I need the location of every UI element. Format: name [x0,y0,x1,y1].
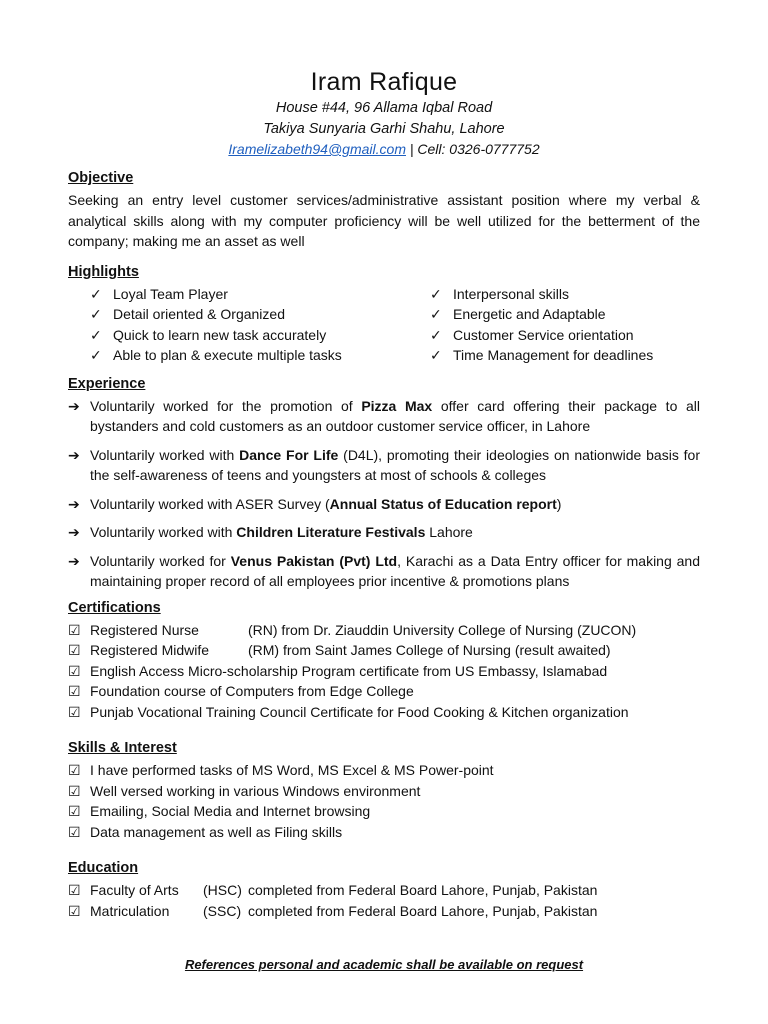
checkbox-icon: ☑ [68,882,81,898]
objective-heading: Objective [68,170,134,186]
experience-text: Voluntarily worked with Children Literature Festivals Lahore [90,524,473,540]
check-icon: ✓ [90,347,102,363]
checkbox-icon: ☑ [68,642,81,658]
experience-item [68,445,700,486]
checkbox-icon: ☑ [68,823,81,840]
certification-item [68,620,700,641]
experience-text: Voluntarily worked with ASER Survey (Annual Status of Education report) [90,495,562,512]
experience-list [68,396,700,592]
highlight-text: Customer Service orientation [453,326,634,343]
checkbox-icon: ☑ [68,683,81,699]
cell-number: Cell: 0326-0777752 [417,141,540,157]
checkbox-icon: ☑ [68,902,81,919]
skill-text: Data management as well as Filing skills [90,823,343,840]
highlight-text: Detail oriented & Organized [113,306,285,322]
references-note: References personal and academic shall be available on request [184,957,584,972]
check-icon: ✓ [430,285,442,302]
education-code: (SSC) [203,902,242,919]
arrow-right-icon: ➔ [68,495,80,512]
address-line-2: Takiya Sunyaria Garhi Shahu, Lahore [263,120,505,137]
skills-list [68,760,700,842]
certifications-heading: Certifications [68,599,161,616]
arrow-right-icon: ➔ [68,446,80,463]
experience-text: Voluntarily worked for Venus Pakistan (Pvt) Ltd, Karachi as a Data Entry officer for making and maintaining proper record of all employees prior incentive & promotions plans [90,552,700,589]
education-heading: Education [68,860,139,876]
certification-detail: English Access Micro-scholarship Program certificate from US Embassy, Islamabad [90,662,608,679]
highlight-item [90,304,430,325]
skill-item [68,760,700,781]
skill-text: Well versed working in various Windows environment [90,782,421,799]
highlights-right-column [430,284,720,366]
experience-item [68,551,700,592]
arrow-right-icon: ➔ [68,524,80,540]
certification-name: Registered Midwife [90,642,210,658]
highlight-item [90,345,430,366]
education-name: Faculty of Arts [90,882,179,898]
checkbox-icon: ☑ [68,803,81,819]
highlight-item [430,284,720,305]
contact-line [0,139,768,159]
checkbox-icon: ☑ [68,621,81,638]
certification-detail: (RN) from Dr. Ziauddin University College of Nursing (ZUCON) [248,621,637,638]
certification-name: Registered Nurse [90,621,199,638]
skill-item [68,781,700,802]
certification-detail: Foundation course of Computers from Edge College [90,683,414,699]
education-code: (HSC) [203,882,242,898]
experience-item [68,522,700,543]
experience-text: Voluntarily worked with Dance For Life (D4L), promoting their ideologies on nationwide basis for the self-awareness of teens and youngsters at most of schools & colleges [90,446,700,483]
checkbox-icon: ☑ [68,782,81,799]
check-icon: ✓ [90,306,102,322]
check-icon: ✓ [430,326,442,343]
education-detail: completed from Federal Board Lahore, Punjab, Pakistan [248,902,598,919]
certification-item [68,681,700,702]
email-link[interactable]: Iramelizabeth94@gmail.com [228,141,406,157]
certification-item [68,702,700,723]
check-icon: ✓ [90,326,102,343]
highlights-heading: Highlights [68,263,139,280]
objective-text: Seeking an entry level customer services/administrative assistant position where my verbal & analytical skills along with my computer proficiency will be well utilized for the betterment of the company; making me an asset as well [68,192,700,249]
education-item [68,901,700,922]
experience-item [68,494,700,515]
highlights-left-column [90,284,430,366]
certification-item [68,661,700,682]
highlight-item [90,284,430,305]
arrow-right-icon: ➔ [68,552,80,569]
skill-text: Emailing, Social Media and Internet browsing [90,803,371,819]
highlights-list [68,284,700,366]
education-item [68,880,700,901]
check-icon: ✓ [90,285,102,302]
highlight-text: Energetic and Adaptable [453,306,606,322]
highlight-text: Able to plan & execute multiple tasks [113,347,342,363]
arrow-right-icon: ➔ [68,397,80,414]
certifications-list [68,620,700,723]
check-icon: ✓ [430,306,442,322]
skill-text: I have performed tasks of MS Word, MS Excel & MS Power-point [90,762,494,778]
highlight-text: Interpersonal skills [453,285,569,302]
education-detail: completed from Federal Board Lahore, Punjab, Pakistan [248,882,598,898]
skill-item [68,801,700,822]
education-name: Matriculation [90,902,170,919]
highlight-text: Loyal Team Player [113,285,228,302]
education-list [68,880,700,921]
highlight-item [430,304,720,325]
certification-detail: Punjab Vocational Training Council Certificate for Food Cooking & Kitchen organization [90,703,629,720]
experience-item [68,396,700,437]
resume-body [68,168,700,921]
address-line-1: House #44, 96 Allama Iqbal Road [275,100,493,116]
checkbox-icon: ☑ [68,662,81,679]
candidate-name: Iram Rafique [310,68,458,96]
checkbox-icon: ☑ [68,703,81,720]
certification-detail: (RM) from Saint James College of Nursing (result awaited) [248,642,611,658]
highlight-item [430,325,720,346]
contact-separator: | [405,141,418,157]
skill-item [68,822,700,843]
check-icon: ✓ [430,347,442,363]
certification-item [68,640,700,661]
highlight-text: Quick to learn new task accurately [113,326,327,343]
experience-text: Voluntarily worked for the promotion of Pizza Max offer card offering their package to all bystanders and cold customers as an outdoor customer service officer, in Lahore [90,397,701,434]
highlight-item [90,325,430,346]
highlight-text: Time Management for deadlines [453,347,654,363]
checkbox-icon: ☑ [68,762,81,778]
experience-heading: Experience [68,375,146,392]
skills-heading: Skills & Interest [68,740,177,756]
highlight-item [430,345,720,366]
resume-header [0,0,768,159]
